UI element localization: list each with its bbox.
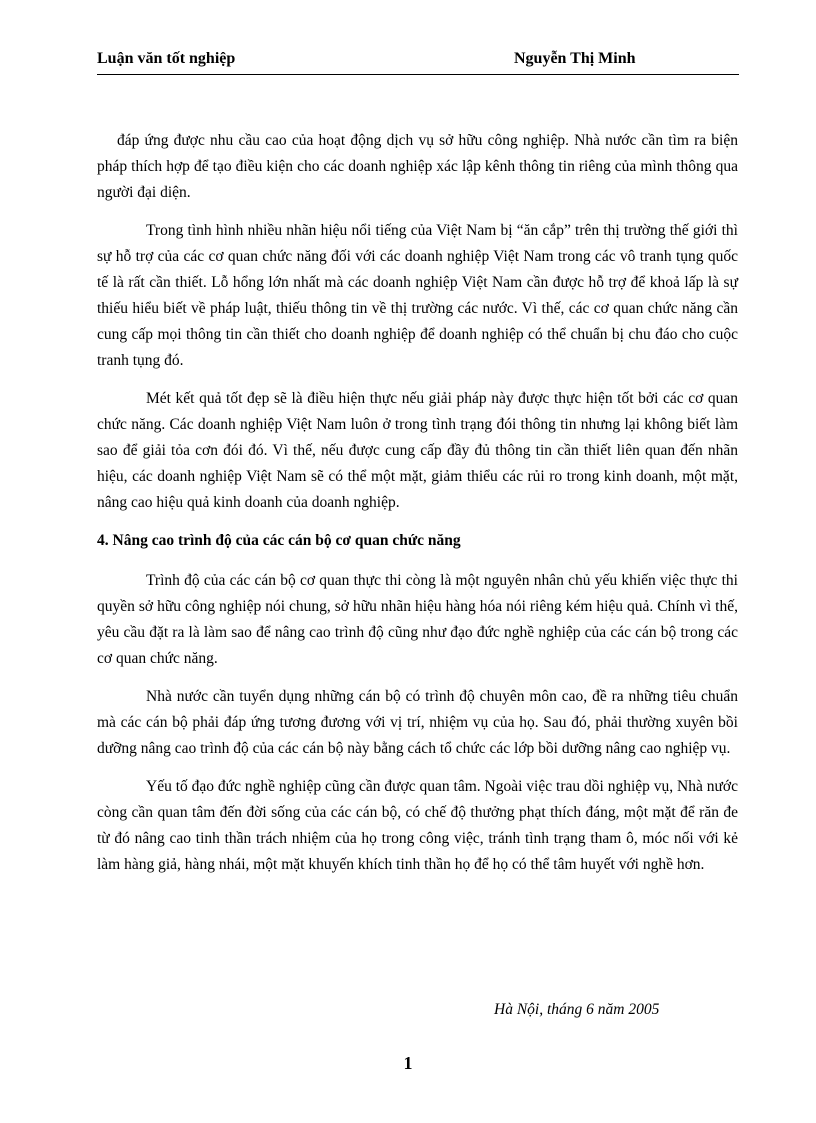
paragraph: Nhà nước cần tuyển dụng những cán bộ có trình độ chuyên môn cao, đề ra những tiêu chuẩn mà các cán bộ phải đáp ứng tương đương với vị trí, nhiệm vụ của họ. Sau đó, phải thường xuyên bồi dưỡng nâng cao trình độ của các cán bộ này bằng cách tổ chức các lớp bồi dưỡng nâng cao nghiệp vụ.	[97, 688, 738, 757]
page-number: 1	[403, 1053, 413, 1073]
paragraph: Yếu tố đạo đức nghề nghiệp cũng cần được quan tâm. Ngoài việc trau dồi nghiệp vụ, Nhà nước còng cần quan tâm đến đời sống của các cán bộ, có chế độ thưởng phạt thích đáng, một mặt để răn đe từ đó nâng cao tinh thần trách nhiệm của họ trong công việc, tránh tình trạng tham ô, móc nối với kẻ làm hàng giả, hàng nhái, một mặt khuyến khích tinh thần họ để họ có thể tâm huyết với nghề hơn.	[97, 778, 738, 873]
paragraph: Trong tình hình nhiều nhãn hiệu nổi tiếng của Việt Nam bị “ăn cắp” trên thị trường thế giới thì sự hỗ trợ của các cơ quan chức năng đối với các doanh nghiệp Việt Nam trong các vô tranh tụng quốc tế là rất cần thiết. Lỗ hổng lớn nhất mà các doanh nghiệp Việt Nam cần được hỗ trợ để khoả lấp là sự thiếu hiểu biết về pháp luật, thiếu thông tin về thị trường các nước. Vì thế, các cơ quan chức năng cần cung cấp mọi thông tin cần thiết cho doanh nghiệp để doanh nghiệp có thể chuẩn bị chu đáo cho cuộc tranh tụng đó.	[97, 222, 738, 369]
paragraph: Mét kết quả tốt đẹp sẽ là điều hiện thực nếu giải pháp này được thực hiện tốt bởi các cơ quan chức năng. Các doanh nghiệp Việt Nam luôn ở trong tình trạng đói thông tin nhưng lại không biết làm sao để giải tỏa cơn đói đó. Vì thế, nếu được cung cấp đầy đủ thông tin cần thiết liên quan đến nhãn hiệu, các doanh nghiệp Việt Nam sẽ có thể một mặt, giảm thiểu các rủi ro trong kinh doanh, một mặt, nâng cao hiệu quả kinh doanh của doanh nghiệp.	[97, 390, 738, 511]
page-body	[97, 128, 738, 890]
paragraph: đáp ứng được nhu cầu cao của hoạt động dịch vụ sở hữu công nghiệp. Nhà nước cần tìm ra biện pháp thích hợp để tạo điều kiện cho các doanh nghiệp xác lập kênh thông tin riêng của mình thông qua người đại diện.	[97, 132, 738, 201]
paragraph: Trình độ của các cán bộ cơ quan thực thi còng là một nguyên nhân chủ yếu khiến việc thực thi quyền sở hữu công nghiệp nói chung, sở hữu nhãn hiệu hàng hóa nói riêng kém hiệu quả. Chính vì thế, yêu cầu đặt ra là làm sao để nâng cao trình độ cũng như đạo đức nghề nghiệp của các cán bộ trong các cơ quan chức năng.	[97, 572, 738, 667]
place-date-signature: Hà Nội, tháng 6 năm 2005	[494, 1001, 660, 1018]
author-name: Nguyễn Thị Minh	[514, 50, 636, 67]
section-heading: 4. Nâng cao trình độ của các cán bộ cơ quan chức năng	[97, 532, 461, 549]
page-header	[97, 48, 739, 75]
thesis-title: Luận văn tốt nghiệp	[97, 50, 236, 67]
